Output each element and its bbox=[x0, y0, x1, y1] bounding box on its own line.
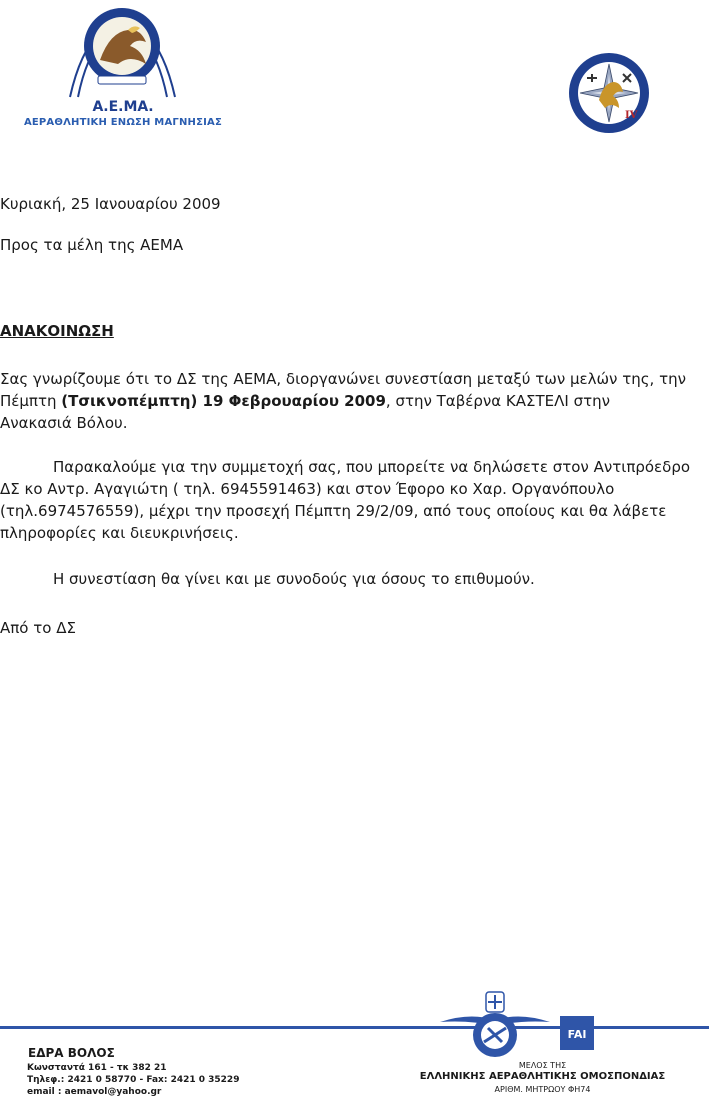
address-line: Κωνσταντά 161 - τκ 382 21 bbox=[27, 1063, 167, 1073]
email-line: email : aemavol@yahoo.gr bbox=[27, 1087, 162, 1097]
fai-logo-icon bbox=[560, 1016, 594, 1050]
letter-date: Κυριακή, 25 Ιανουαρίου 2009 bbox=[0, 195, 221, 213]
eagle-emblem-icon bbox=[60, 2, 185, 102]
paragraph-line: ΔΣ κο Αντρ. Αγαγιώτη ( τηλ. 6945591463) και στον Έφορο κο Χαρ. Οργανόπουλο bbox=[0, 480, 615, 498]
paragraph-line: Σας γνωρίζουμε ότι το ΔΣ της ΑΕΜΑ, διοργανώνει συνεστίαση μεταξύ των μελών της, την bbox=[0, 370, 687, 388]
compass-star-emblem-icon bbox=[553, 52, 666, 134]
organization-name: ΑΕΡΑΘΛΗΤΙΚΗ ΕΝΩΣΗ ΜΑΓΝΗΣΙΑΣ bbox=[23, 117, 223, 128]
phone-line: Τηλεφ.: 2421 0 58770 - Fax: 2421 0 35229 bbox=[27, 1075, 240, 1085]
paragraph-dinner-announcement bbox=[0, 368, 700, 434]
paragraph-companions bbox=[0, 568, 700, 590]
fai-logo-text: FAI bbox=[567, 1028, 587, 1041]
federation-member-label: ΜΕΛΟΣ ΤΗΣ bbox=[518, 1061, 567, 1070]
event-date-bold: (Τσικνοπέμπτη) 19 Φεβρουαρίου 2009 bbox=[61, 392, 386, 410]
paragraph-registration bbox=[0, 456, 700, 544]
paragraph-line: (τηλ.6974576559), μέχρι την προσεχή Πέμπτη 29/2/09, από τους οποίους και θα λάβετε bbox=[0, 502, 667, 520]
seat-title: ΕΔΡΑ ΒΟΛΟΣ bbox=[28, 1046, 115, 1060]
paragraph-line: Ανακασιά Βόλου. bbox=[0, 414, 128, 432]
federation-registry: ΑΡΙΘΜ. ΜΗΤΡΩΟΥ ΦΗ74 bbox=[494, 1085, 591, 1094]
footer-divider bbox=[0, 1026, 709, 1029]
paragraph-line: πληροφορίες και διευκρινήσεις. bbox=[0, 524, 239, 542]
paragraph-line: Πέμπτη (Τσικνοπέμπτη) 19 Φεβρουαρίου 2009, στην Ταβέρνα ΚΑΣΤΕΛΙ στην bbox=[0, 392, 611, 410]
paragraph-line: Η συνεστίαση θα γίνει και με συνοδούς για όσους το επιθυμούν. bbox=[53, 570, 535, 588]
federation-emblem-icon bbox=[440, 990, 550, 1065]
letter-recipient: Προς τα μέλη της ΑΕΜΑ bbox=[0, 236, 184, 254]
paragraph-line: Παρακαλούμε για την συμμετοχή σας, που μπορείτε να δηλώσετε στον Αντιπρόεδρο bbox=[53, 458, 691, 476]
organization-abbreviation: Α.Ε.ΜΑ. bbox=[92, 99, 154, 115]
signature: Από το ΔΣ bbox=[0, 619, 76, 637]
announcement-heading: ΑΝΑΚΟΙΝΩΣΗ bbox=[0, 322, 114, 340]
exhibition-numeral: IV bbox=[625, 110, 638, 121]
federation-name: ΕΛΛΗΝΙΚΗΣ ΑΕΡΑΘΛΗΤΙΚΗΣ ΟΜΟΣΠΟΝΔΙΑΣ bbox=[419, 1071, 666, 1082]
